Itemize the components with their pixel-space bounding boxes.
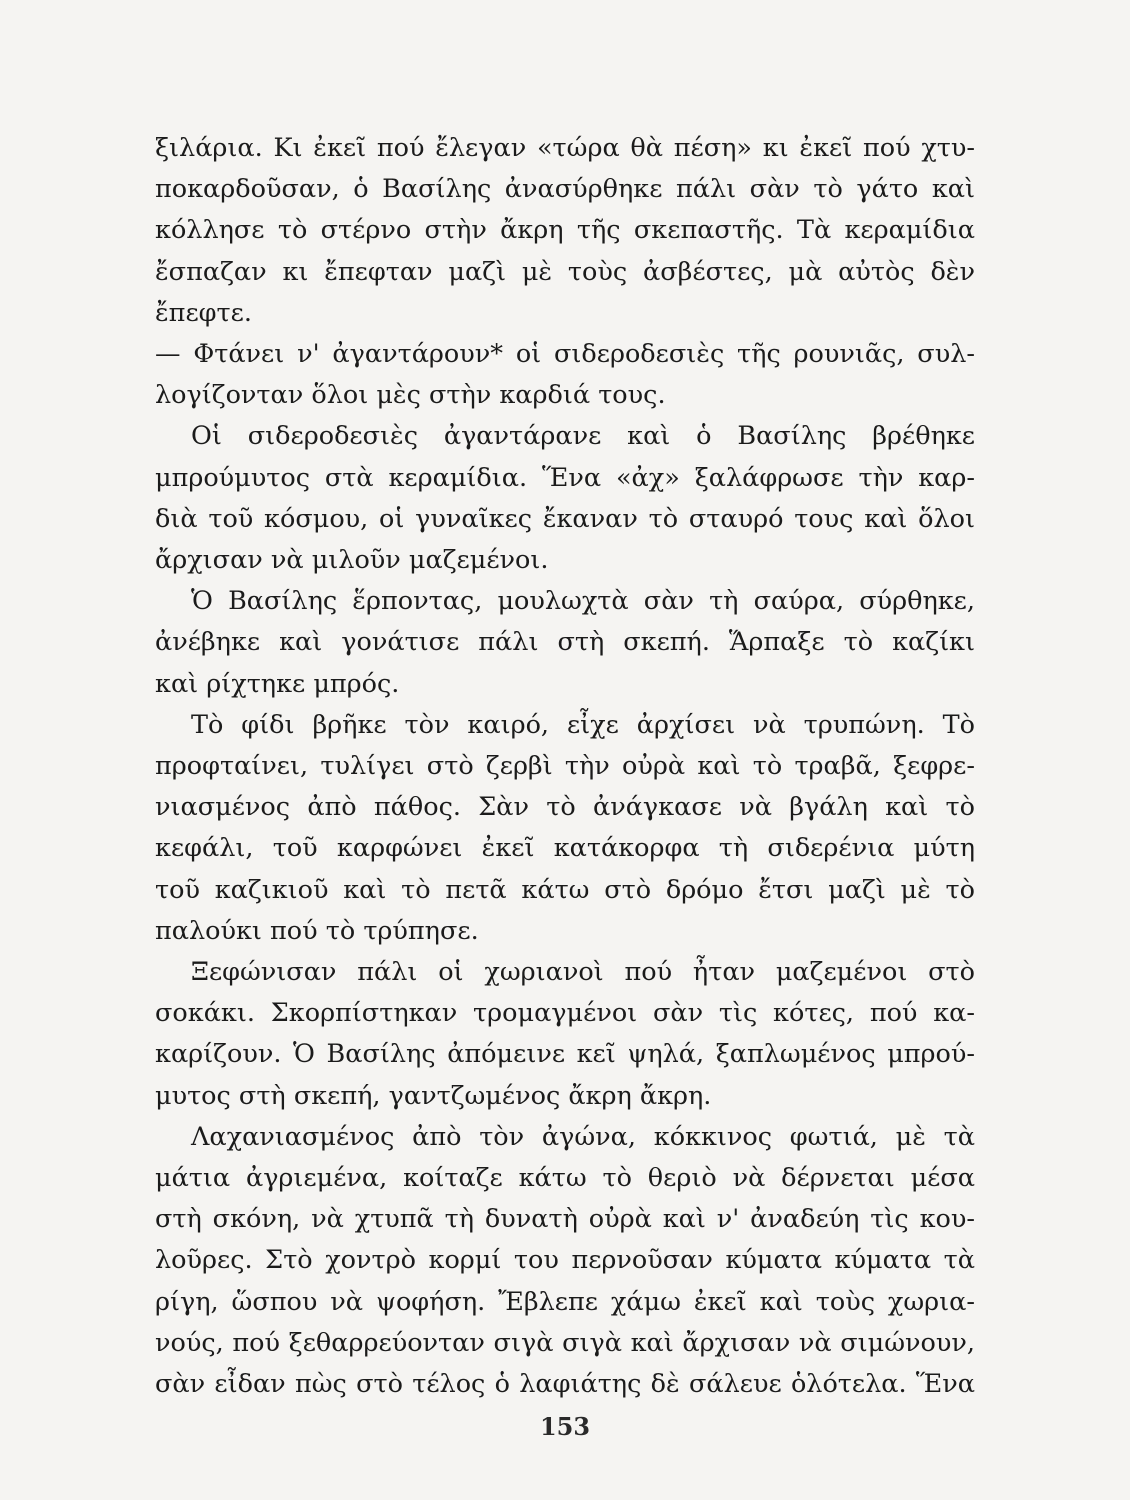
text-line: λοῦρες. Στὸ χοντρὸ κορμί του περνοῦσαν κύματα κύματα τὰ [155,1245,975,1276]
text-line: ἔπεφτε. [155,297,252,328]
text-line: Λαχανιασμένος ἀπὸ τὸν ἀγώνα, κόκκινος φωτιά, μὲ τὰ [191,1121,975,1152]
text-line: κεφάλι, τοῦ καρφώνει ἐκεῖ κατάκορφα τὴ σιδερένια μύτη [155,833,975,864]
text-line: διὰ τοῦ κόσμου, οἱ γυναῖκες ἔκαναν τὸ σταυρό τους καὶ ὅλοι [155,503,975,534]
text-line: λογίζονταν ὅλοι μὲς στὴν καρδιά τους. [155,380,666,411]
text-line: μπρούμυτος στὰ κεραμίδια. Ἕνα «ἀχ» ξαλάφρωσε τὴν καρ- [155,462,975,493]
text-line: ρίγη, ὥσπου νὰ ψοφήση. Ἔβλεπε χάμω ἐκεῖ καὶ τοὺς χωρια- [155,1286,975,1317]
text-line: σὰν εἶδαν πὼς στὸ τέλος ὁ λαφιάτης δὲ σάλευε ὁλότελα. Ἕνα [155,1369,975,1399]
text-line: μάτια ἀγριεμένα, κοίταζε κάτω τὸ θεριὸ νὰ δέρνεται μέσα [155,1163,975,1193]
text-line: παλούκι πού τὸ τρύπησε. [155,915,479,946]
text-line: προφταίνει, τυλίγει στὸ ζερβὶ τὴν οὐρὰ καὶ τὸ τραβᾶ, ξεφρε- [155,751,975,781]
text-line: ἔσπαζαν κι ἔπεφταν μαζὶ μὲ τοὺς ἀσβέστες, μὰ αὐτὸς δὲν [155,256,975,287]
text-line: ξιλάρια. Κι ἐκεῖ πού ἔλεγαν «τώρα θὰ πέση» κι ἐκεῖ πού χτυ- [155,133,975,163]
text-line: νιασμένος ἀπὸ πάθος. Σὰν τὸ ἀνάγκασε νὰ βγάλη καὶ τὸ [155,792,975,823]
text-line: Οἱ σιδεροδεσιὲς ἀγαντάρανε καὶ ὁ Βασίλης βρέθηκε [191,421,975,452]
text-line: Ξεφώνισαν πάλι οἱ χωριανοὶ πού ἦταν μαζεμένοι στὸ [191,957,975,987]
text-line: Ὁ Βασίλης ἕρποντας, μουλωχτὰ σὰν τὴ σαύρα, σύρθηκε, [191,586,975,617]
text-line: ποκαρδοῦσαν, ὁ Βασίλης ἀνασύρθηκε πάλι σὰν τὸ γάτο καὶ [155,174,975,205]
page-number: 153 [539,1412,591,1441]
text-line: καρίζουν. Ὁ Βασίλης ἀπόμεινε κεῖ ψηλά, ξαπλωμένος μπρού- [155,1039,975,1070]
text-line: κόλλησε τὸ στέρνο στὴν ἄκρη τῆς σκεπαστῆς. Τὰ κεραμίδια [155,215,975,246]
text-line: στὴ σκόνη, νὰ χτυπᾶ τὴ δυνατὴ οὐρὰ καὶ ν' ἀναδεύη τὶς κου- [155,1204,975,1235]
text-line: τοῦ καζικιοῦ καὶ τὸ πετᾶ κάτω στὸ δρόμο ἔτσι μαζὶ μὲ τὸ [155,874,975,905]
text-line: Τὸ φίδι βρῆκε τὸν καιρό, εἶχε ἀρχίσει νὰ τρυπώνη. Τὸ [191,709,975,740]
text-line: — Φτάνει ν' ἀγαντάρουν* οἱ σιδεροδεσιὲς τῆς ρουνιᾶς, συλ- [155,339,975,369]
text-line: ἀνέβηκε καὶ γονάτισε πάλι στὴ σκεπή. Ἅρπαξε τὸ καζίκι [155,627,975,658]
text-line: σοκάκι. Σκορπίστηκαν τρομαγμένοι σὰν τὶς κότες, πού κα- [155,998,975,1029]
text-line: νούς, πού ξεθαρρεύονταν σιγὰ σιγὰ καὶ ἄρχισαν νὰ σιμώνουν, [155,1327,975,1358]
text-line: μυτος στὴ σκεπή, γαντζωμένος ἄκρη ἄκρη. [155,1080,712,1111]
text-line: ἄρχισαν νὰ μιλοῦν μαζεμένοι. [155,545,549,575]
text-line: καὶ ρίχτηκε μπρός. [155,668,400,699]
